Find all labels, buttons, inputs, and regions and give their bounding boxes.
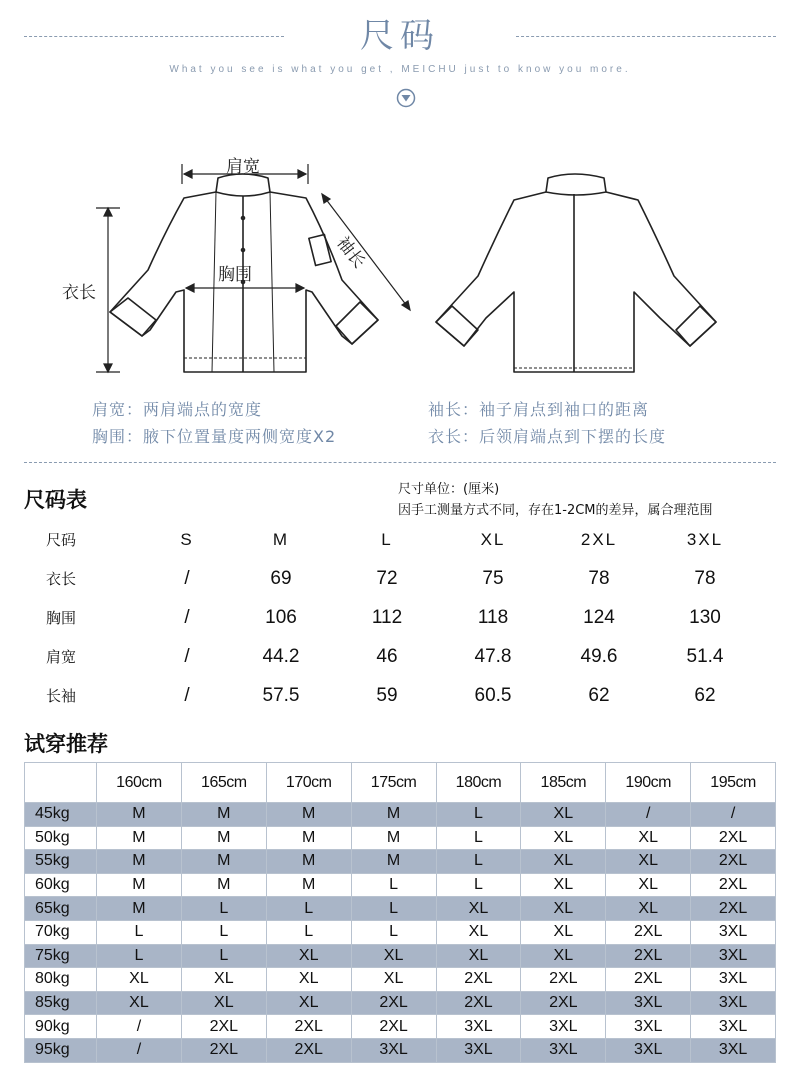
recommend-cell: 2XL (266, 1038, 351, 1062)
recommend-row (25, 968, 776, 992)
recommend-cell: M (266, 850, 351, 874)
size-cell: 130 (689, 606, 721, 628)
recommend-table (24, 762, 776, 1063)
recommend-cell: 3XL (606, 991, 691, 1015)
recommend-cell: XL (97, 968, 182, 992)
recommend-cell: XL (521, 826, 606, 850)
height-col: 195cm (691, 763, 776, 803)
recommend-cell: M (181, 873, 266, 897)
weight-cell: 45kg (25, 803, 97, 827)
recommend-cell: XL (521, 920, 606, 944)
weight-cell: 65kg (25, 897, 97, 921)
recommend-cell: M (351, 826, 436, 850)
recommend-cell: 3XL (351, 1038, 436, 1062)
recommend-cell: M (97, 826, 182, 850)
recommend-cell: 3XL (606, 1015, 691, 1039)
recommend-cell: XL (606, 850, 691, 874)
recommend-cell: 2XL (181, 1015, 266, 1039)
recommend-cell: XL (181, 968, 266, 992)
recommend-row (25, 944, 776, 968)
recommend-cell: XL (266, 944, 351, 968)
size-cell: 47.8 (474, 645, 512, 667)
recommend-row (25, 991, 776, 1015)
size-col: 2XL (580, 529, 618, 549)
size-col: 3XL (686, 529, 724, 549)
recommend-cell: / (691, 803, 776, 827)
recommend-cell: L (181, 944, 266, 968)
height-col: 170cm (266, 763, 351, 803)
height-col: 165cm (181, 763, 266, 803)
recommend-cell: 2XL (436, 991, 521, 1015)
weight-cell: 90kg (25, 1015, 97, 1039)
height-col: 190cm (606, 763, 691, 803)
recommend-cell: M (351, 803, 436, 827)
recommend-cell: 3XL (691, 1015, 776, 1039)
recommend-cell: XL (97, 991, 182, 1015)
recommend-cell: 3XL (691, 920, 776, 944)
recommend-row (25, 803, 776, 827)
size-table-title: 尺码表 (24, 488, 87, 512)
recommend-row (25, 1015, 776, 1039)
definition-shoulder: 肩宽：两肩端点的宽度 (92, 400, 263, 419)
weight-cell: 85kg (25, 991, 97, 1015)
size-cell: 106 (265, 606, 297, 628)
size-row-label: 衣长 (46, 570, 77, 588)
recommend-cell: 2XL (521, 968, 606, 992)
weight-cell: 70kg (25, 920, 97, 944)
size-cell: / (184, 606, 190, 628)
weight-cell: 95kg (25, 1038, 97, 1062)
size-col: L (381, 529, 393, 549)
size-cell: 118 (477, 606, 509, 628)
recommend-row (25, 1038, 776, 1062)
recommend-cell: L (351, 920, 436, 944)
recommend-cell: M (351, 850, 436, 874)
recommend-cell: 2XL (351, 991, 436, 1015)
size-cell: 62 (694, 684, 716, 706)
recommend-cell: 2XL (691, 826, 776, 850)
recommend-cell: XL (266, 991, 351, 1015)
recommend-cell: L (436, 803, 521, 827)
height-col: 160cm (97, 763, 182, 803)
size-cell: / (184, 567, 190, 589)
recommend-cell: / (97, 1038, 182, 1062)
measurement-diagram (0, 140, 800, 390)
size-cell: 112 (371, 606, 403, 628)
recommend-cell: L (436, 826, 521, 850)
size-cell: 72 (376, 567, 398, 589)
recommend-cell: L (436, 850, 521, 874)
recommend-cell: 3XL (436, 1038, 521, 1062)
recommend-cell: 2XL (606, 920, 691, 944)
recommend-cell: 2XL (691, 897, 776, 921)
recommend-cell: M (266, 873, 351, 897)
weight-cell: 75kg (25, 944, 97, 968)
recommend-cell: M (97, 897, 182, 921)
recommend-cell: 3XL (521, 1038, 606, 1062)
size-cell: 44.2 (262, 645, 300, 667)
recommend-cell: L (351, 873, 436, 897)
size-table-row (24, 676, 784, 715)
recommend-cell: M (97, 850, 182, 874)
recommend-cell: M (266, 803, 351, 827)
recommend-cell: / (606, 803, 691, 827)
corner-cell (25, 763, 97, 803)
recommend-cell: 2XL (691, 873, 776, 897)
recommend-title: 试穿推荐 (24, 732, 108, 756)
recommend-cell: 3XL (691, 991, 776, 1015)
label-shoulder: 肩宽 (226, 157, 260, 177)
recommend-cell: M (97, 803, 182, 827)
recommend-cell: 3XL (691, 1038, 776, 1062)
section-divider (24, 462, 776, 463)
recommend-header-row (25, 763, 776, 803)
size-row-label: 肩宽 (46, 648, 77, 666)
size-table-row (24, 559, 784, 598)
size-table-row (24, 598, 784, 637)
recommend-row (25, 873, 776, 897)
size-row-label: 胸围 (46, 609, 77, 627)
recommend-cell: XL (521, 873, 606, 897)
recommend-cell: 2XL (606, 944, 691, 968)
weight-cell: 55kg (25, 850, 97, 874)
height-col: 185cm (521, 763, 606, 803)
height-col: 180cm (436, 763, 521, 803)
size-table-header (24, 520, 784, 559)
recommend-cell: XL (266, 968, 351, 992)
recommend-cell: 2XL (351, 1015, 436, 1039)
recommend-cell: M (266, 826, 351, 850)
weight-cell: 60kg (25, 873, 97, 897)
recommend-cell: 3XL (436, 1015, 521, 1039)
recommend-cell: 2XL (521, 991, 606, 1015)
recommend-cell: XL (436, 897, 521, 921)
recommend-cell: L (266, 897, 351, 921)
size-cell: 51.4 (686, 645, 724, 667)
recommend-cell: 2XL (181, 1038, 266, 1062)
definition-sleeve: 袖长：袖子肩点到袖口的距离 (428, 400, 650, 419)
recommend-cell: L (97, 920, 182, 944)
definition-chest: 胸围：腋下位置量度两侧宽度X2 (92, 427, 337, 446)
chevron-down-circle-icon (396, 88, 416, 108)
size-cell: 78 (588, 567, 610, 589)
recommend-cell: 3XL (691, 944, 776, 968)
recommend-cell: 2XL (266, 1015, 351, 1039)
page-subtitle: What you see is what you get , MEICHU just to know you more. (169, 64, 631, 75)
recommend-cell: XL (181, 991, 266, 1015)
recommend-cell: XL (606, 873, 691, 897)
size-cell: 69 (270, 567, 292, 589)
size-cell: / (184, 645, 190, 667)
size-cell: 60.5 (474, 684, 512, 706)
recommend-cell: XL (521, 944, 606, 968)
recommend-cell: XL (521, 897, 606, 921)
size-row-label: 长袖 (46, 687, 77, 705)
size-col: M (272, 529, 290, 549)
recommend-row (25, 850, 776, 874)
recommend-row (25, 897, 776, 921)
size-cell: / (184, 684, 190, 706)
size-header-label: 尺码 (46, 531, 77, 549)
recommend-cell: L (436, 873, 521, 897)
size-cell: 78 (694, 567, 716, 589)
recommend-cell: / (97, 1015, 182, 1039)
recommend-cell: XL (521, 803, 606, 827)
recommend-cell: XL (351, 944, 436, 968)
definition-length: 衣长：后领肩端点到下摆的长度 (428, 427, 667, 446)
recommend-cell: XL (606, 826, 691, 850)
recommend-cell: 3XL (521, 1015, 606, 1039)
size-table-row (24, 637, 784, 676)
size-cell: 57.5 (262, 684, 300, 706)
recommend-cell: 2XL (606, 968, 691, 992)
recommend-cell: L (97, 944, 182, 968)
recommend-cell: M (181, 850, 266, 874)
size-col: XL (480, 529, 506, 549)
recommend-cell: XL (606, 897, 691, 921)
recommend-cell: L (266, 920, 351, 944)
label-chest: 胸围 (218, 265, 252, 285)
recommend-cell: L (351, 897, 436, 921)
size-cell: 49.6 (580, 645, 618, 667)
recommend-cell: XL (351, 968, 436, 992)
label-sleeve: 袖长 (332, 233, 369, 273)
recommend-row (25, 826, 776, 850)
recommend-cell: XL (521, 850, 606, 874)
size-unit: 尺寸单位：(厘米) (398, 482, 500, 497)
height-col: 175cm (351, 763, 436, 803)
size-cell: 62 (588, 684, 610, 706)
recommend-cell: 2XL (436, 968, 521, 992)
recommend-cell: M (181, 803, 266, 827)
size-col: S (180, 529, 194, 549)
size-cell: 124 (583, 606, 615, 628)
recommend-cell: L (181, 897, 266, 921)
recommend-cell: L (181, 920, 266, 944)
recommend-cell: 3XL (691, 968, 776, 992)
size-cell: 46 (376, 645, 398, 667)
size-note: 因手工测量方式不同，存在1-2CM的差异，属合理范围 (398, 503, 713, 518)
recommend-cell: 2XL (691, 850, 776, 874)
recommend-cell: XL (436, 920, 521, 944)
recommend-row (25, 920, 776, 944)
label-length: 衣长 (62, 283, 96, 303)
jacket-front-drawing (0, 140, 800, 390)
page-title: 尺码 (360, 16, 440, 56)
weight-cell: 50kg (25, 826, 97, 850)
recommend-cell: M (97, 873, 182, 897)
recommend-cell: 3XL (606, 1038, 691, 1062)
size-cell: 59 (376, 684, 398, 706)
weight-cell: 80kg (25, 968, 97, 992)
size-table (24, 520, 784, 715)
recommend-cell: XL (436, 944, 521, 968)
size-cell: 75 (482, 567, 504, 589)
recommend-cell: M (181, 826, 266, 850)
